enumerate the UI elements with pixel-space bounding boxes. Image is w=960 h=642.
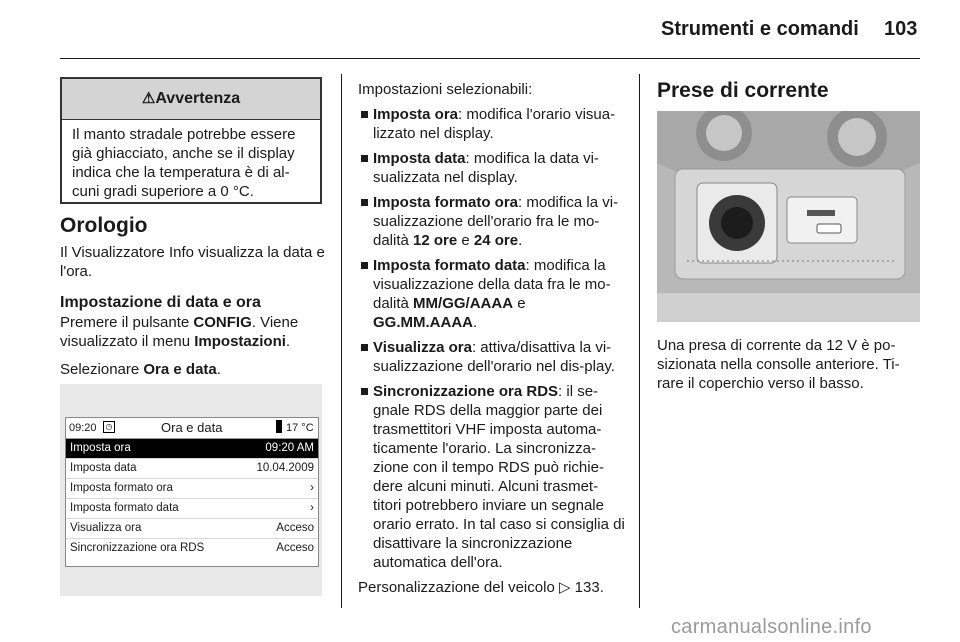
column-right <box>657 78 921 108</box>
watermark: carmanualsonline.info <box>671 616 872 638</box>
page-number: 103 <box>884 18 918 40</box>
bullet-icon <box>361 388 368 395</box>
running-header-title: Strumenti e comandi <box>661 18 859 40</box>
display-row: Visualizza ora Acceso <box>66 519 318 539</box>
section-heading-prese: Prese di corrente <box>657 79 829 102</box>
display-top-bar <box>66 418 318 439</box>
display-title: Ora e data <box>161 420 223 435</box>
display-frame <box>65 417 319 567</box>
clock-icon: ◷ <box>103 421 115 433</box>
display-row: Imposta formato data › <box>66 499 318 519</box>
column-left <box>60 213 330 379</box>
cross-reference: Personalizzazione del veicolo ▷ 133. <box>358 579 604 596</box>
display-row: Imposta formato ora › <box>66 479 318 499</box>
step-config: Premere il pulsante CONFIG. Viene visualizzato il menu Impostazioni. <box>60 314 299 350</box>
power-outlet-photo <box>657 111 920 322</box>
bullet-icon <box>361 262 368 269</box>
step-select: Selezionare Ora e data. <box>60 361 221 378</box>
display-row: Imposta ora 09:20 AM <box>66 439 318 459</box>
display-time: 09:20 <box>69 422 97 434</box>
bullet-icon <box>361 344 368 351</box>
bullet-icon <box>361 111 368 118</box>
display-row: Sincronizzazione ora RDS Acceso <box>70 542 314 554</box>
column-divider <box>341 74 342 608</box>
display-screenshot <box>60 384 322 596</box>
list-item: Visualizza ora: attiva/disattiva la vi-sualizzazione dell'orario nel dis-play. <box>358 338 626 376</box>
warning-triangle-icon: ⚠ <box>141 90 156 107</box>
bullet-icon <box>361 155 368 162</box>
header-rule <box>60 58 920 59</box>
list-item: Imposta formato data: modifica la visualizzazione della data fra le mo-dalità MM/GG/AAAA e GG.MM.AAAA. <box>358 256 626 332</box>
subheading-date-time: Impostazione di data e ora <box>60 294 261 311</box>
prese-text: Una presa di corrente da 12 V è po-sizionata nella consolle anteriore. Ti-rare il coperchio verso il basso. <box>657 337 900 392</box>
warning-box <box>60 77 322 204</box>
column-divider <box>639 74 640 608</box>
warning-text: Il manto stradale potrebbe essere già ghiacciato, anche se il display indica che la temperatura è di al-cuni gradi superiore a 0 °C. <box>72 126 296 200</box>
arrow-right-icon: ▷ <box>558 579 571 596</box>
list-item: Imposta ora: modifica l'orario visua-lizzato nel display. <box>358 105 626 143</box>
section-heading-orologio: Orologio <box>60 214 148 237</box>
thermometer-icon <box>276 420 282 433</box>
warning-title: Avvertenza <box>155 90 241 107</box>
column-middle <box>358 80 626 597</box>
display-temperature: 17 °C <box>286 422 314 434</box>
list-item: Imposta data: modifica la data vi-sualizzata nel display. <box>358 149 626 187</box>
display-row: Imposta data 10.04.2009 <box>66 459 318 479</box>
warning-header <box>62 79 320 120</box>
orologio-intro: Il Visualizzatore Info visualizza la data e l'ora. <box>60 244 325 280</box>
settings-intro: Impostazioni selezionabili: <box>358 81 533 98</box>
list-item: Imposta formato ora: modifica la vi-sualizzazione dell'orario fra le mo-dalità 12 ore e 24 ore. <box>358 193 626 250</box>
list-item: Sincronizzazione ora RDS: il se-gnale RDS della maggior parte dei trasmettitori VHF imposta automa-ticamente l'orario. La sincronizza-zione con il tempo RDS può richie-dere alcuni minuti. Alcuni trasmet-titori potrebbero inviare un segnale orario errato. In tal caso si consiglia di disattivare la sincronizzazione automatica dell'ora. <box>358 382 626 572</box>
bullet-icon <box>361 199 368 206</box>
